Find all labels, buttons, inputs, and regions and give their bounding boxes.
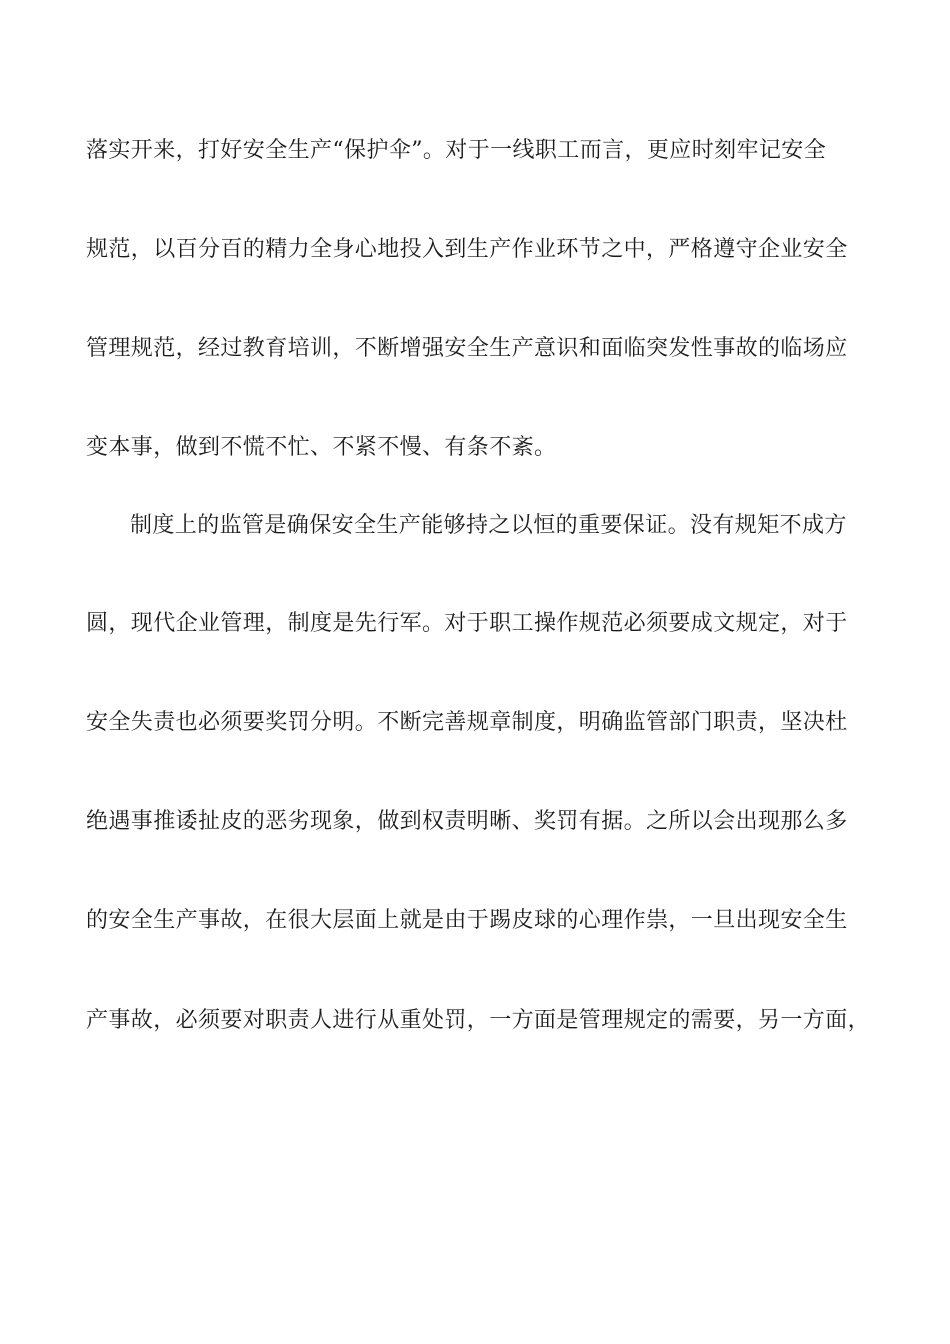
text-line: 圆，现代企业管理，制度是先行军。对于职工操作规范必须要成文规定，对于 xyxy=(86,611,848,636)
text-line: 落实开来，打好安全生产“保护伞”。对于一线职工而言，更应时刻牢记安全 xyxy=(86,138,827,163)
text-line: 绝遇事推诿扯皮的恶劣现象，做到权责明晰、奖罚有据。之所以会出现那么多 xyxy=(86,809,848,834)
text-line: 的安全生产事故，在很大层面上就是由于踢皮球的心理作祟，一旦出现安全生 xyxy=(86,908,848,933)
text-line: 变本事，做到不慌不忙、不紧不慢、有条不紊。 xyxy=(86,435,557,460)
text-line: 管理规范，经过教育培训，不断增强安全生产意识和面临突发性事故的临场应 xyxy=(86,336,848,361)
text-line: 规范，以百分百的精力全身心地投入到生产作业环节之中，严格遵守企业安全 xyxy=(86,237,848,262)
text-line: 安全失责也必须要奖罚分明。不断完善规章制度，明确监管部门职责，坚决杜 xyxy=(86,710,848,735)
paragraph-first-line: 制度上的监管是确保安全生产能够持之以恒的重要保证。没有规矩不成方 xyxy=(130,513,847,538)
text-line: 产事故，必须要对职责人进行从重处罚，一方面是管理规定的需要，另一方面， xyxy=(86,1008,871,1033)
